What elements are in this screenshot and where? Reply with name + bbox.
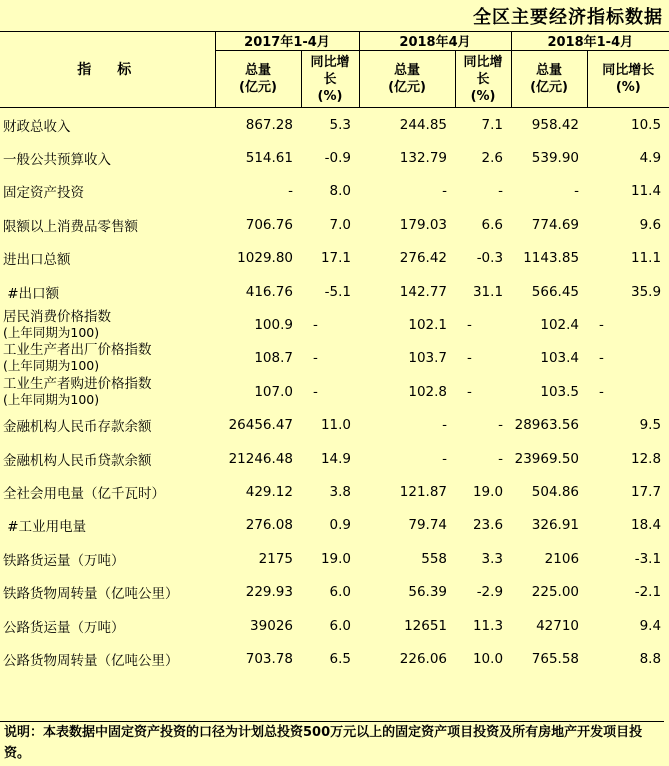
- cell-v2: 142.77: [399, 283, 448, 300]
- row-label: 工业生产者出厂价格指数 (上年同期为100): [3, 342, 152, 374]
- table-row: [0, 342, 669, 375]
- cell-g1: 8.0: [329, 183, 352, 200]
- title-bar: [0, 0, 669, 32]
- table-row: [0, 175, 669, 208]
- table-row: [0, 375, 669, 408]
- cell-v2: 558: [421, 550, 448, 567]
- cell-v2: 56.39: [408, 584, 448, 601]
- cell-g2: 19.0: [472, 483, 504, 500]
- total-header-2: 总量 (亿元): [359, 51, 455, 108]
- table-row: [0, 409, 669, 442]
- cell-v2: 102.1: [408, 317, 448, 334]
- cell-v3: -: [574, 183, 580, 200]
- cell-g3: 17.7: [630, 483, 662, 500]
- cell-v3: 28963.56: [514, 417, 580, 434]
- cell-v3: 103.5: [540, 383, 580, 400]
- row-label: 居民消费价格指数 (上年同期为100): [3, 309, 111, 341]
- table-row: [0, 442, 669, 475]
- cell-g2: -: [467, 350, 472, 367]
- cell-v1: 703.78: [245, 650, 293, 667]
- cell-g2: -: [498, 183, 504, 200]
- cell-v2: 179.03: [399, 216, 448, 233]
- cell-v1: 276.08: [245, 517, 293, 534]
- cell-v2: -: [442, 450, 448, 467]
- cell-g2: 10.0: [472, 650, 504, 667]
- cell-v3: 958.42: [531, 116, 580, 133]
- cell-g2: -2.9: [476, 584, 504, 601]
- row-label: 全社会用电量（亿千瓦时）: [3, 485, 165, 502]
- table-row: [0, 242, 669, 275]
- cell-v1: 39026: [250, 617, 293, 634]
- table-row: [0, 141, 669, 174]
- cell-g3: -2.1: [634, 584, 662, 601]
- cell-g2: -: [498, 417, 504, 434]
- indicator-table: [0, 31, 669, 676]
- cell-g2: 31.1: [472, 283, 504, 300]
- cell-g1: 6.0: [329, 584, 352, 601]
- row-label: 公路货物周转量（亿吨公里）: [3, 652, 179, 669]
- cell-v1: 108.7: [254, 350, 293, 367]
- row-label: 财政总收入: [3, 118, 71, 135]
- cell-g1: -: [313, 350, 318, 367]
- cell-g1: 0.9: [329, 517, 352, 534]
- cell-v1: 21246.48: [228, 450, 293, 467]
- cell-v2: 226.06: [399, 650, 448, 667]
- yoy-header-1: 同比增 长 (%): [301, 51, 359, 108]
- cell-g1: -0.9: [324, 150, 352, 167]
- cell-v1: 100.9: [254, 317, 293, 334]
- cell-g1: 3.8: [329, 483, 352, 500]
- table-row: [0, 609, 669, 642]
- row-label: 铁路货运量（万吨）: [3, 552, 125, 569]
- table-row: [0, 475, 669, 508]
- cell-v3: 103.4: [540, 350, 580, 367]
- row-label: 固定资产投资: [3, 185, 84, 202]
- cell-g3: 12.8: [630, 450, 662, 467]
- yoy-header-3: 同比增长 (%): [587, 51, 669, 108]
- cell-g3: 35.9: [630, 283, 662, 300]
- indicator-header: 指 标: [0, 31, 215, 108]
- cell-g2: -: [467, 383, 472, 400]
- cell-v3: 326.91: [531, 517, 580, 534]
- cell-g1: 5.3: [329, 116, 352, 133]
- cell-v1: 416.76: [245, 283, 293, 300]
- cell-g2: 23.6: [472, 517, 504, 534]
- cell-v1: 26456.47: [228, 417, 293, 434]
- cell-v1: 1029.80: [237, 250, 293, 267]
- cell-v2: 79.74: [408, 517, 448, 534]
- cell-g3: 10.5: [630, 116, 662, 133]
- row-label: 公路货运量（万吨）: [3, 619, 125, 636]
- cell-v1: 229.93: [245, 584, 293, 601]
- table-row: [0, 275, 669, 308]
- cell-g1: -: [313, 383, 318, 400]
- cell-v2: 132.79: [399, 150, 448, 167]
- table-row: [0, 208, 669, 241]
- cell-v3: 225.00: [531, 584, 580, 601]
- footnote: 说明：本表数据中固定资产投资的口径为计划总投资500万元以上的固定资产项目投资及所有房地产开发项目投资。: [0, 721, 664, 764]
- cell-g1: 19.0: [320, 550, 352, 567]
- cell-g1: 6.0: [329, 617, 352, 634]
- row-label: 限额以上消费品零售额: [3, 218, 138, 235]
- table-row: [0, 308, 669, 341]
- cell-v2: 276.42: [399, 250, 448, 267]
- cell-v1: 429.12: [245, 483, 293, 500]
- cell-g3: 9.4: [639, 617, 662, 634]
- cell-g1: 14.9: [320, 450, 352, 467]
- cell-g2: 6.6: [481, 216, 504, 233]
- period-header-3: 2018年1-4月: [511, 31, 669, 51]
- cell-g2: 7.1: [481, 116, 504, 133]
- yoy-header-2: 同比增 长 (%): [455, 51, 511, 108]
- row-label: 金融机构人民币存款余额: [3, 419, 152, 436]
- cell-g3: -: [599, 317, 604, 334]
- cell-v3: 504.86: [531, 483, 580, 500]
- cell-g3: 11.1: [630, 250, 662, 267]
- table-row: [0, 642, 669, 675]
- cell-g3: 4.9: [639, 150, 662, 167]
- cell-g3: 11.4: [630, 183, 662, 200]
- total-header-1: 总量 (亿元): [215, 51, 301, 108]
- cell-g3: 18.4: [630, 517, 662, 534]
- cell-v3: 1143.85: [523, 250, 580, 267]
- total-header-3: 总量 (亿元): [511, 51, 587, 108]
- cell-g1: -: [313, 317, 318, 334]
- cell-g1: 17.1: [320, 250, 352, 267]
- cell-v2: 102.8: [408, 383, 448, 400]
- cell-g3: -: [599, 383, 604, 400]
- period-header-2: 2018年4月: [359, 31, 511, 51]
- cell-g1: 6.5: [329, 650, 352, 667]
- cell-g2: 11.3: [472, 617, 504, 634]
- cell-v3: 774.69: [531, 216, 580, 233]
- row-label: 金融机构人民币贷款余额: [3, 452, 152, 469]
- period-header-1: 2017年1-4月: [215, 31, 359, 51]
- row-label: #工业用电量: [3, 519, 87, 536]
- row-label: 一般公共预算收入: [3, 152, 111, 169]
- cell-g2: -0.3: [476, 250, 504, 267]
- cell-v3: 23969.50: [514, 450, 580, 467]
- cell-v3: 102.4: [540, 317, 580, 334]
- cell-v3: 2106: [544, 550, 580, 567]
- table-body: [0, 108, 669, 676]
- cell-v3: 566.45: [531, 283, 580, 300]
- cell-v2: 121.87: [399, 483, 448, 500]
- cell-g1: 11.0: [320, 417, 352, 434]
- cell-g2: -: [467, 317, 472, 334]
- cell-v1: 514.61: [245, 150, 293, 167]
- table-row: [0, 575, 669, 608]
- cell-v2: 12651: [404, 617, 448, 634]
- cell-v2: -: [442, 183, 448, 200]
- table-row: [0, 542, 669, 575]
- cell-g3: -: [599, 350, 604, 367]
- row-label: 铁路货物周转量（亿吨公里）: [3, 586, 179, 603]
- cell-v1: 2175: [258, 550, 293, 567]
- row-label: 进出口总额: [3, 252, 71, 269]
- cell-v1: 107.0: [254, 383, 293, 400]
- cell-v2: 244.85: [399, 116, 448, 133]
- cell-v2: 103.7: [408, 350, 448, 367]
- page-title: 全区主要经济指标数据: [473, 7, 663, 28]
- cell-g3: 9.5: [639, 417, 662, 434]
- cell-g2: 3.3: [481, 550, 504, 567]
- cell-g3: 9.6: [639, 216, 662, 233]
- cell-v1: 867.28: [245, 116, 293, 133]
- cell-v3: 539.90: [531, 150, 580, 167]
- cell-v2: -: [442, 417, 448, 434]
- cell-g1: 7.0: [329, 216, 352, 233]
- cell-g1: -5.1: [324, 283, 352, 300]
- cell-v1: -: [288, 183, 293, 200]
- table-row: [0, 108, 669, 142]
- cell-g2: -: [498, 450, 504, 467]
- table-row: [0, 509, 669, 542]
- row-label: 工业生产者购进价格指数 (上年同期为100): [3, 375, 152, 407]
- cell-g2: 2.6: [481, 150, 504, 167]
- cell-v3: 765.58: [531, 650, 580, 667]
- cell-v1: 706.76: [245, 216, 293, 233]
- cell-g3: 8.8: [639, 650, 662, 667]
- row-label: #出口额: [3, 285, 60, 302]
- cell-g3: -3.1: [634, 550, 662, 567]
- header-period-row: [0, 31, 669, 51]
- cell-v3: 42710: [536, 617, 580, 634]
